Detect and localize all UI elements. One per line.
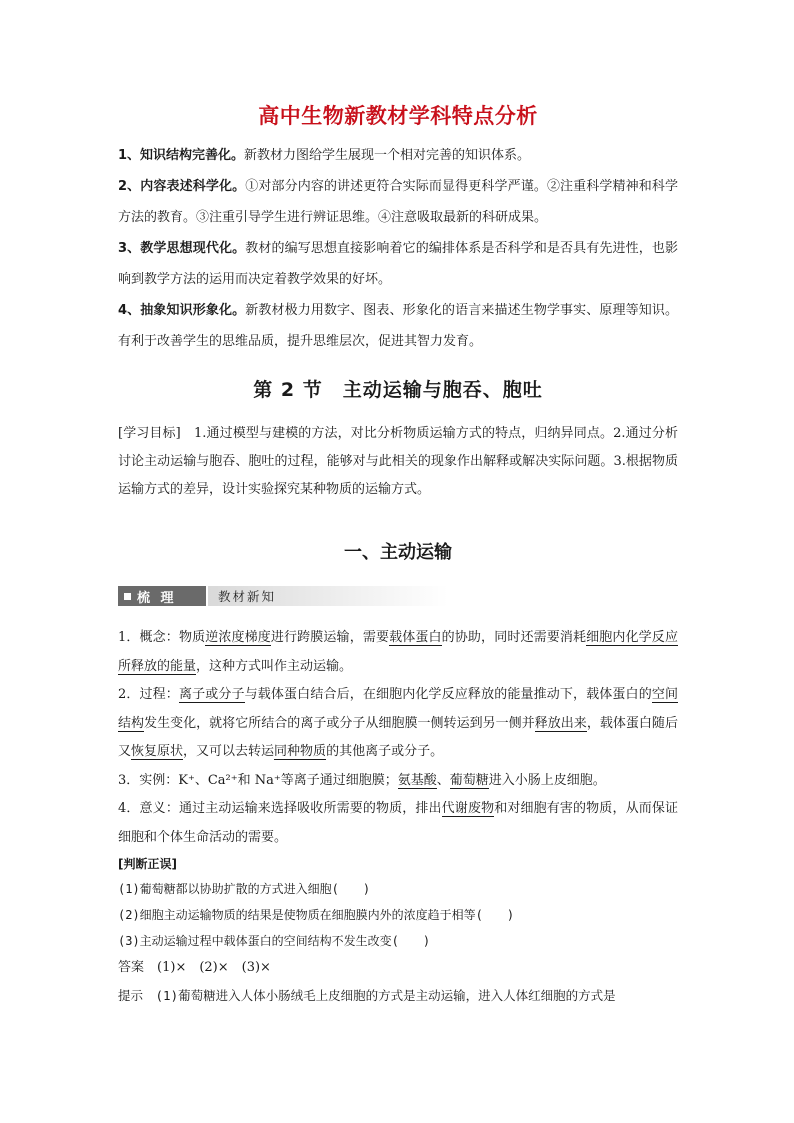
intro-text: 教材的编写思想直接影响着它的编排体系是否科学和是否具有先进性，也影响到教学方法的运用而决定着教学效果的好坏。: [118, 241, 678, 287]
intro-item-4: [118, 295, 678, 357]
intro-item-1: [118, 140, 678, 171]
key-term: 恢复原状: [131, 744, 184, 759]
key-term: 载体蛋白: [389, 630, 442, 645]
process-paragraph: [118, 681, 678, 767]
intro-item-3: [118, 233, 678, 295]
document-page: [118, 100, 678, 1010]
key-term: 离子或分子: [178, 687, 245, 702]
intro-keyword: 1、知识结构完善化。: [118, 148, 245, 163]
text: ，载体蛋白随后又: [118, 715, 678, 759]
text: 和对细胞有害的物质，从而保证细胞和个体生命活动的需要。: [118, 801, 678, 845]
answer-text: (1)× (2)× (3)×: [157, 960, 271, 975]
key-term: 空间结构: [118, 687, 678, 731]
judge-item-3: (3)主动运输过程中载体蛋白的空间结构不发生改变( ): [118, 934, 431, 948]
intro-text: ①对部分内容的讲述更符合实际而显得更科学严谨。②注重科学精神和科学方法的教育。③注重引导学生进行辨证思维。④注意吸取最新的科研成果。: [118, 179, 678, 225]
intro-keyword: 2、内容表述科学化。: [118, 179, 246, 194]
text: 与载体蛋白结合后，在细胞内化学反应释放的能量推动下，载体蛋白的: [244, 687, 652, 702]
square-icon: [124, 593, 131, 600]
judge-title: [判断正误]: [118, 857, 177, 871]
example-paragraph: [118, 767, 678, 796]
text: ，这种方式叫作主动运输。: [196, 658, 353, 674]
objectives-text: [学习目标] 1.通过模型与建模的方法，对比分析物质运输方式的特点，归纳异同点。2.通过分析讨论主动运输与胞吞、胞吐的过程，能够对与此相关的现象作出解释或解决实际问题。3.根据物质运输方式的差异，设计实验探究某种物质的运输方式。: [118, 426, 678, 497]
intro-section: [118, 140, 678, 357]
text: 进入小肠上皮细胞。: [488, 772, 606, 788]
key-term: 葡萄糖: [449, 772, 489, 788]
section-banner: [118, 586, 678, 606]
text: 的其他离子或分子。: [326, 744, 444, 759]
text: 4．意义：通过主动运输来选择吸收所需要的物质，排出: [118, 801, 442, 816]
text: 发生变化，就将它所结合的离子或分子从细胞膜一侧转运到另一侧并: [144, 715, 535, 731]
text: 2．过程：: [118, 687, 179, 702]
page-title: 高中生物新教材学科特点分析: [258, 104, 538, 128]
learning-objectives: [118, 420, 678, 504]
answer-line: [118, 954, 678, 982]
intro-text: 新教材力图给学生展现一个相对完善的知识体系。: [244, 148, 531, 163]
banner-label-left: [118, 586, 206, 606]
content-body: [118, 624, 678, 852]
section-title: 第 2 节 主动运输与胞吞、胞吐: [253, 379, 543, 401]
text: 进行跨膜运输，需要: [270, 630, 390, 645]
hint-label: 提示: [118, 988, 144, 1003]
text: 1．概念：物质: [118, 630, 206, 645]
text: 的协助，同时还需要消耗: [441, 630, 587, 645]
answer-label: 答案: [118, 960, 145, 975]
significance-paragraph: [118, 795, 678, 852]
banner-label-right: 教材新知: [206, 586, 448, 606]
text: 3．实例：K⁺、Ca²⁺和 Na⁺等离子通过细胞膜；: [118, 772, 398, 788]
text: ，又可以去转运: [183, 744, 275, 759]
key-term: 逆浓度梯度: [205, 630, 271, 645]
banner-left-text: 梳 理: [137, 590, 177, 606]
key-term: 氨基酸: [397, 772, 437, 788]
key-term: 释放出来: [534, 715, 587, 731]
judge-item-1: (1)葡萄糖都以协助扩散的方式进入细胞( ): [118, 882, 371, 896]
hint-text: (1)葡萄糖进入人体小肠绒毛上皮细胞的方式是主动运输，进入人体红细胞的方式是: [155, 988, 616, 1003]
intro-keyword: 4、抽象知识形象化。: [118, 303, 246, 318]
key-term: 同种物质: [274, 744, 327, 759]
hint-line: [118, 982, 678, 1010]
key-term: 代谢废物: [441, 801, 495, 816]
judge-section: [118, 852, 678, 1010]
subsection-title: 一、主动运输: [344, 542, 452, 563]
key-term: 细胞内化学反应所释放的能量: [118, 630, 678, 674]
judge-item-2: (2)细胞主动运输物质的结果是使物质在细胞膜内外的浓度趋于相等( ): [118, 908, 515, 922]
text: 、: [436, 772, 450, 788]
concept-paragraph: [118, 624, 678, 681]
intro-text: 新教材极力用数字、图表、形象化的语言来描述生物学事实、原理等知识。有利于改善学生的思维品质，提升思维层次，促进其智力发育。: [118, 303, 678, 349]
intro-item-2: [118, 171, 678, 233]
intro-keyword: 3、教学思想现代化。: [118, 241, 246, 256]
